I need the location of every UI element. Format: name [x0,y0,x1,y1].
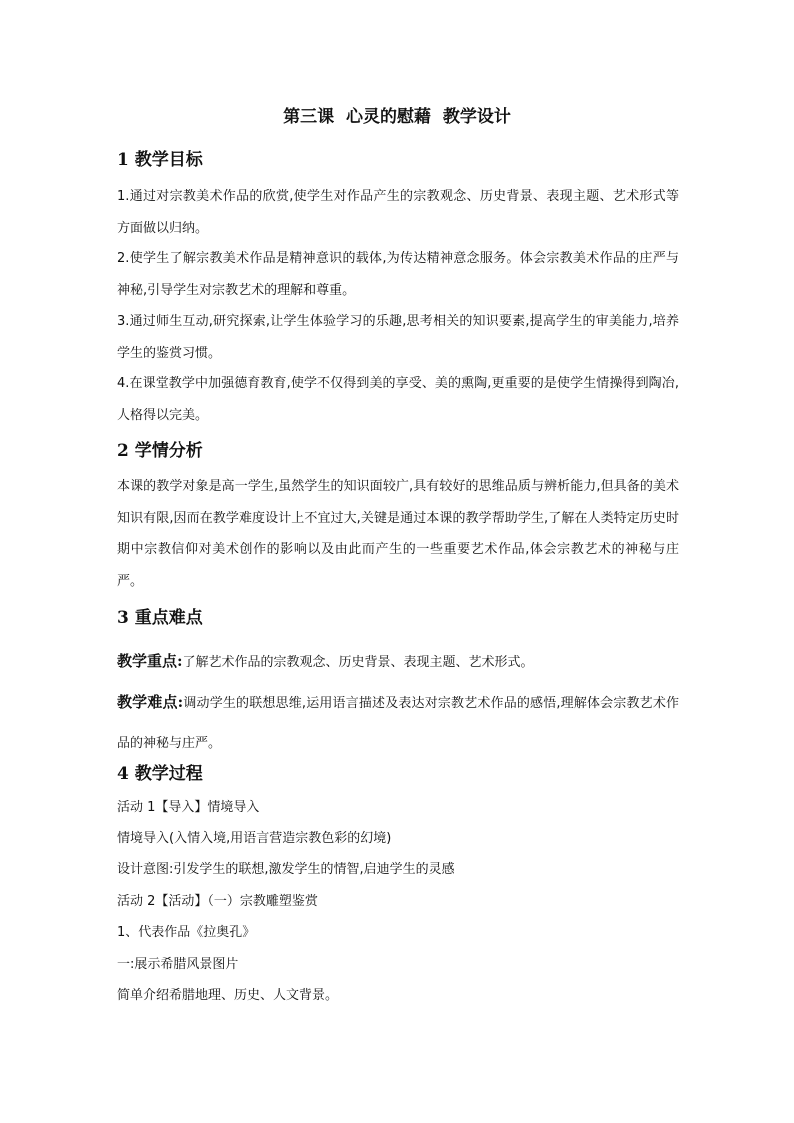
objective-paragraph: 4.在课堂教学中加强德育教育,使学不仅得到美的享受、美的熏陶,更重要的是使学生情操得到陶冶,人格得以完美。 [117,376,679,423]
document-title: 第三课 心灵的慰藉 教学设计 [283,107,511,127]
key-point-paragraph [117,641,679,683]
difficult-point-text: 调动学生的联想思维,运用语言描述及表达对宗教艺术作品的感悟,理解体会宗教艺术作品的神秘与庄严。 [117,696,680,751]
section-heading-objectives: 1 教学目标 [117,150,203,170]
process-line: 活动 1【导入】情境导入 [117,800,260,815]
objective-paragraph: 3.通过师生互动,研究探索,让学生体验学习的乐趣,思考相关的知识要素,提高学生的审美能力,培养学生的鉴赏习惯。 [117,314,679,361]
objective-paragraph: 2.使学生了解宗教美术作品是精神意识的载体,为传达精神意念服务。体会宗教美术作品的庄严与神秘,引导学生对宗教艺术的理解和尊重。 [117,251,679,298]
process-line: 简单介绍希腊地理、历史、人文背景。 [117,988,339,1003]
difficult-point-paragraph [117,682,679,764]
section-heading-key-points: 3 重点难点 [117,608,203,628]
process-line: 设计意图:引发学生的联想,激发学生的情智,启迪学生的灵感 [117,862,455,877]
analysis-paragraph: 本课的教学对象是高一学生,虽然学生的知识面较广,具有较好的思维品质与辨析能力,但具备的美术知识有限,因而在教学难度设计上不宜过大,关键是通过本课的教学帮助学生,了解在人类特定历史时期中宗教信仰对美术创作的影响以及由此而产生的一些重要艺术作品,体会宗教艺术的神秘与庄严。 [117,479,679,589]
section-heading-analysis: 2 学情分析 [117,441,203,461]
process-line: 情境导入(入情入境,用语言营造宗教色彩的幻境) [117,831,392,846]
process-line: 一:展示希腊风景图片 [117,957,239,972]
key-point-label: 教学重点: [117,652,183,670]
process-line: 1、代表作品《拉奥孔》 [117,925,256,940]
process-line: 活动 2【活动】（一）宗教雕塑鉴赏 [117,894,318,909]
difficult-point-label: 教学难点: [117,693,184,711]
objective-paragraph: 1.通过对宗教美术作品的欣赏,使学生对作品产生的宗教观念、历史背景、表现主题、艺术形式等方面做以归纳。 [117,189,679,236]
key-point-text: 了解艺术作品的宗教观念、历史背景、表现主题、艺术形式。 [182,655,534,670]
section-heading-process: 4 教学过程 [117,764,203,784]
